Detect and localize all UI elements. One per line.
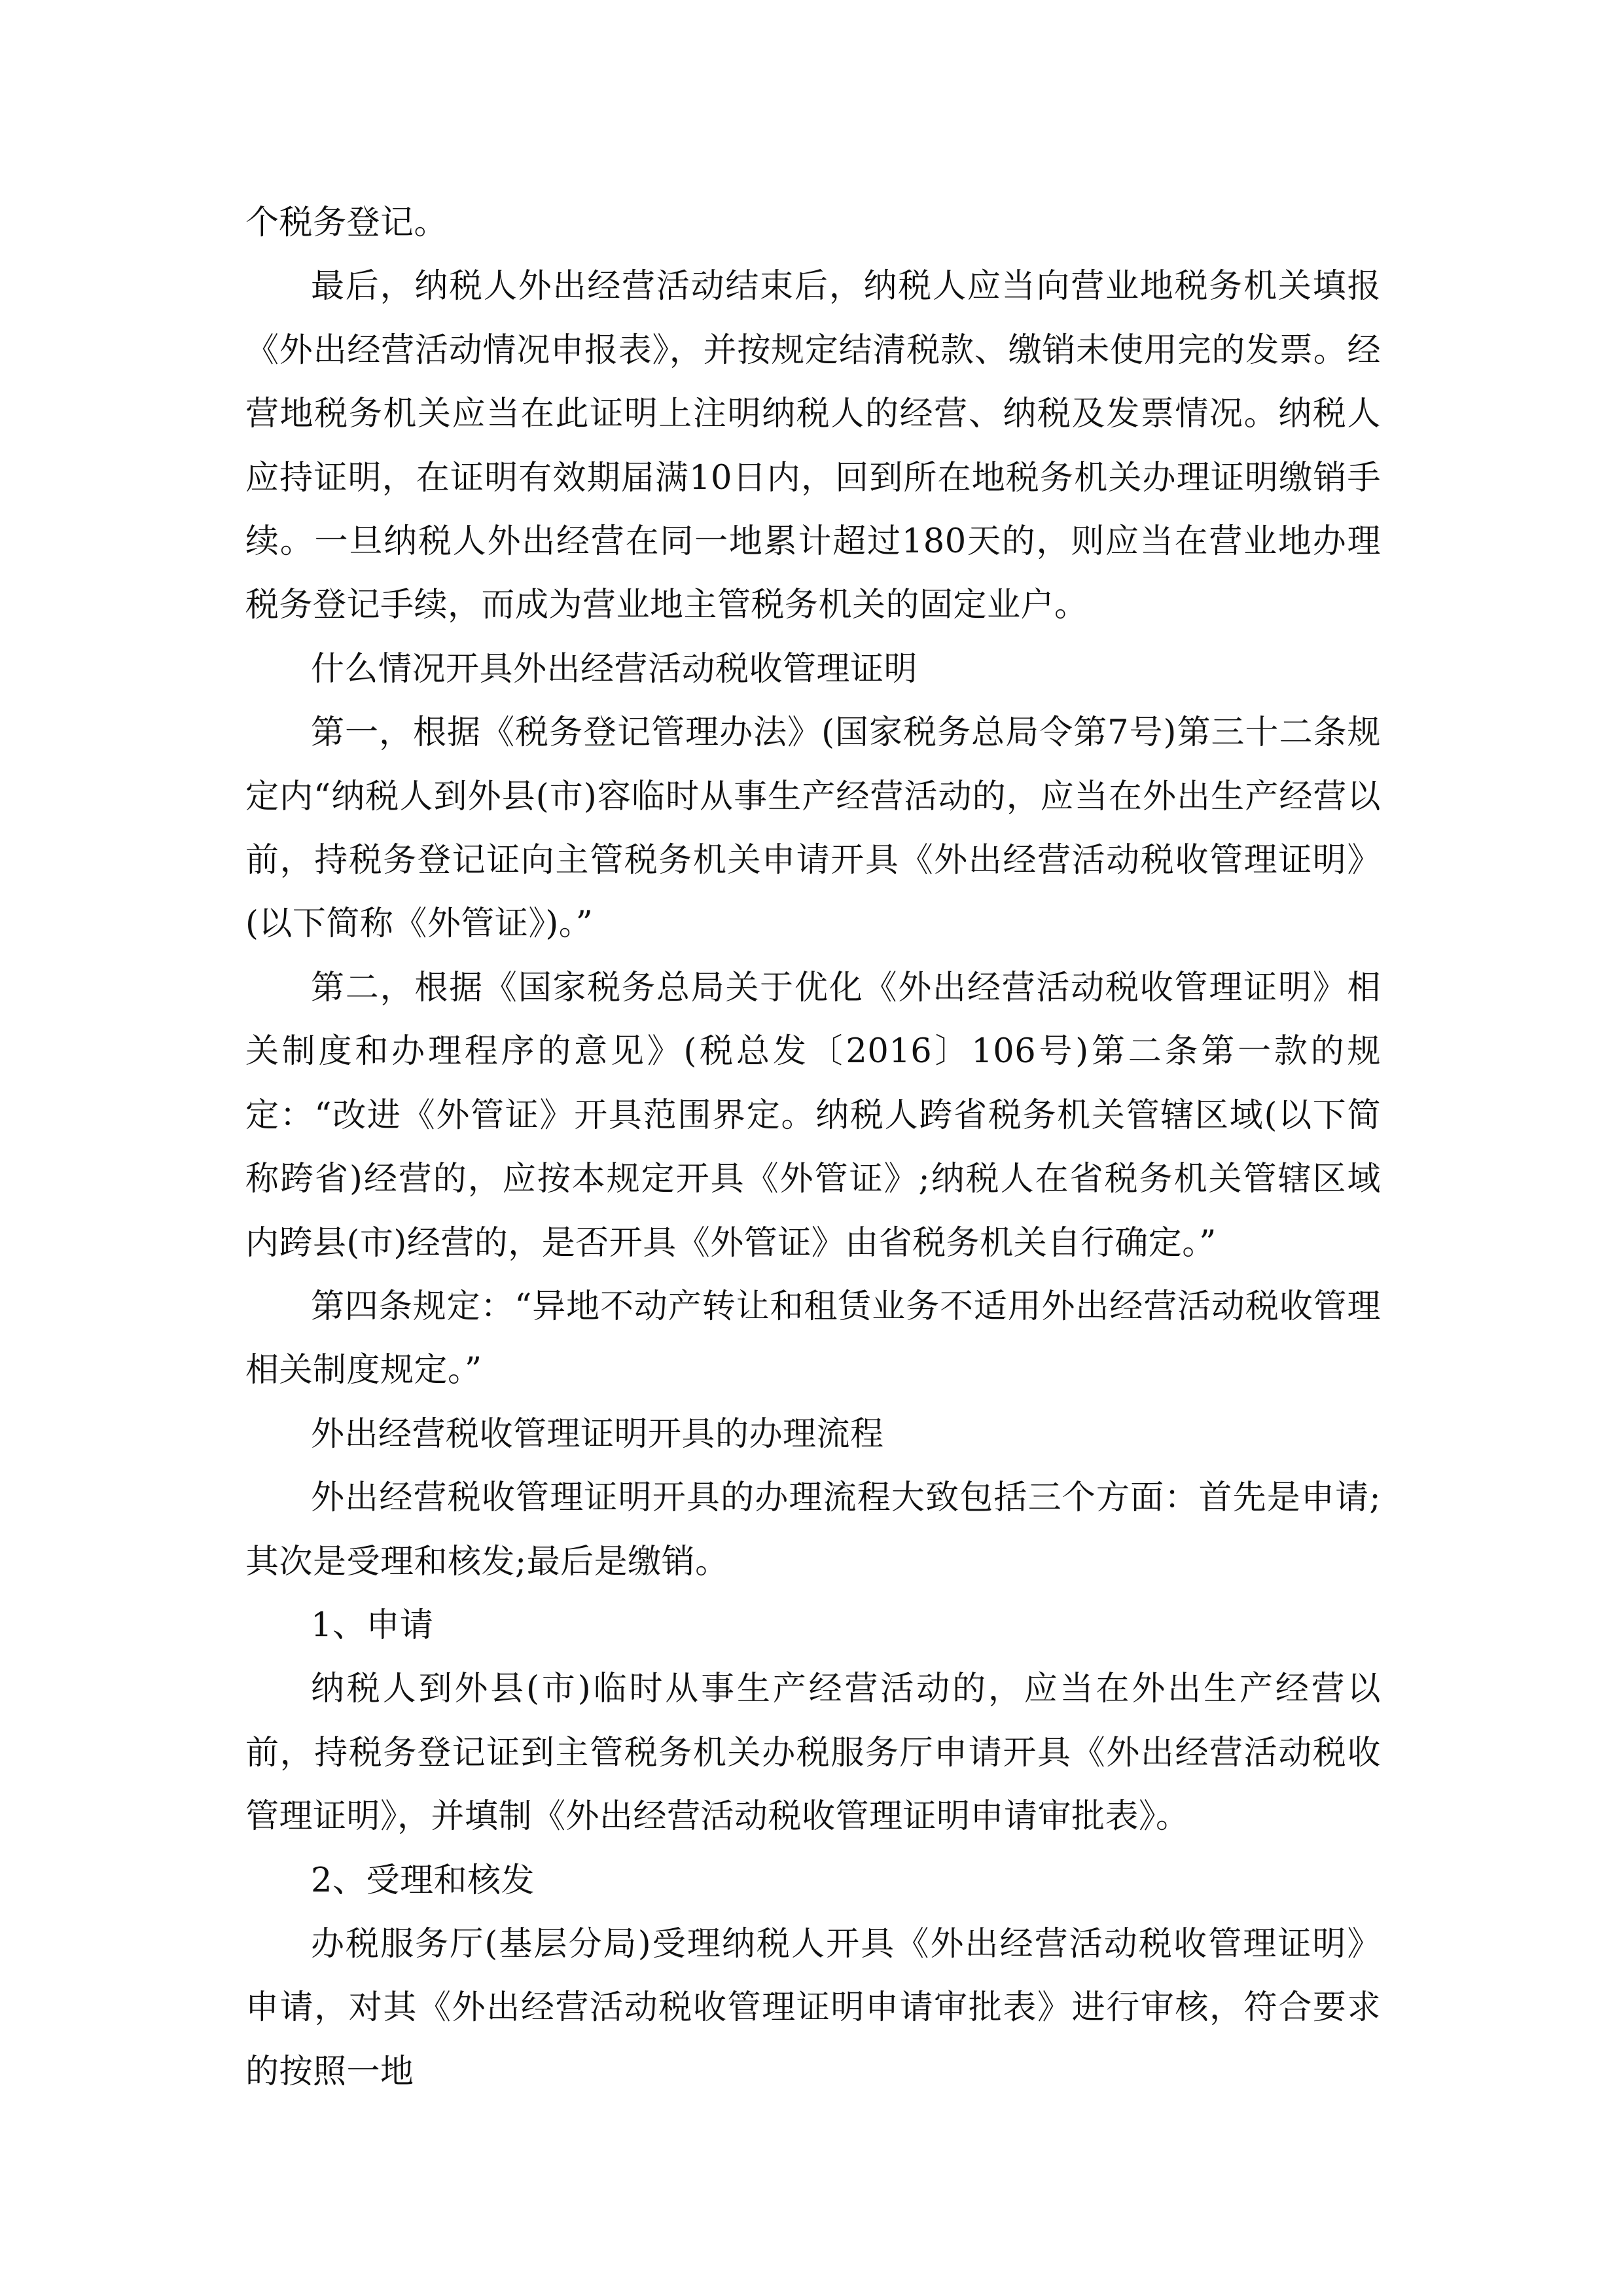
paragraph-apply: 纳税人到外县(市)临时从事生产经营活动的，应当在外出生产经营以前，持税务登记证到主管税务机关办税服务厅申请开具《外出经营活动税收管理证明》，并填制《外出经营活动税收管理证明申请审批表》。: [245, 1670, 1381, 1837]
paragraph-continuation: 个税务登记。: [245, 204, 448, 242]
paragraph-accept-issue: 办税服务厅(基层分局)受理纳税人开具《外出经营活动税收管理证明》申请，对其《外出经营活动税收管理证明申请审批表》进行审核，符合要求的按照一地: [245, 1924, 1381, 2091]
paragraph-article-four: 第四条规定：“异地不动产转让和租赁业务不适用外出经营活动税收管理相关制度规定。”: [245, 1287, 1381, 1390]
paragraph-second-basis: 第二，根据《国家税务总局关于优化《外出经营活动税收管理证明》相关制度和办理程序的意见》(税总发〔2016〕106号)第二条第一款的规定：“改进《外管证》开具范围界定。纳税人跨省税务机关管辖区域(以下简称跨省)经营的，应按本规定开具《外管证》;纳税人在省税务机关管辖区域内跨县(市)经营的，是否开具《外管证》由省税务机关自行确定。”: [245, 968, 1381, 1263]
paragraph-process-overview: 外出经营税收管理证明开具的办理流程大致包括三个方面：首先是申请;其次是受理和核发;最后是缴销。: [245, 1479, 1381, 1581]
section-heading-when-to-issue: 什么情况开具外出经营活动税收管理证明: [311, 649, 918, 689]
document-body: [245, 191, 1381, 2104]
section-heading-process: 外出经营税收管理证明开具的办理流程: [311, 1414, 884, 1454]
paragraph-first-basis: 第一，根据《税务登记管理办法》(国家税务总局令第7号)第三十二条规定内“纳税人到外县(市)容临时从事生产经营活动的，应当在外出生产经营以前，持税务登记证向主管税务机关申请开具《外出经营活动税收管理证明》(以下简称《外管证》)。”: [245, 713, 1381, 944]
paragraph-closing-procedure: 最后，纳税人外出经营活动结束后，纳税人应当向营业地税务机关填报《外出经营活动情况申报表》，并按规定结清税款、缴销未使用完的发票。经营地税务机关应当在此证明上注明纳税人的经营、纳税及发票情况。纳税人应持证明，在证明有效期届满10日内，回到所在地税务机关办理证明缴销手续。一旦纳税人外出经营在同一地累计超过180天的，则应当在营业地办理税务登记手续，而成为营业地主管税务机关的固定业户。: [245, 267, 1381, 625]
subheading-apply: 1、申请: [311, 1605, 434, 1645]
subheading-accept-issue: 2、受理和核发: [311, 1861, 535, 1900]
